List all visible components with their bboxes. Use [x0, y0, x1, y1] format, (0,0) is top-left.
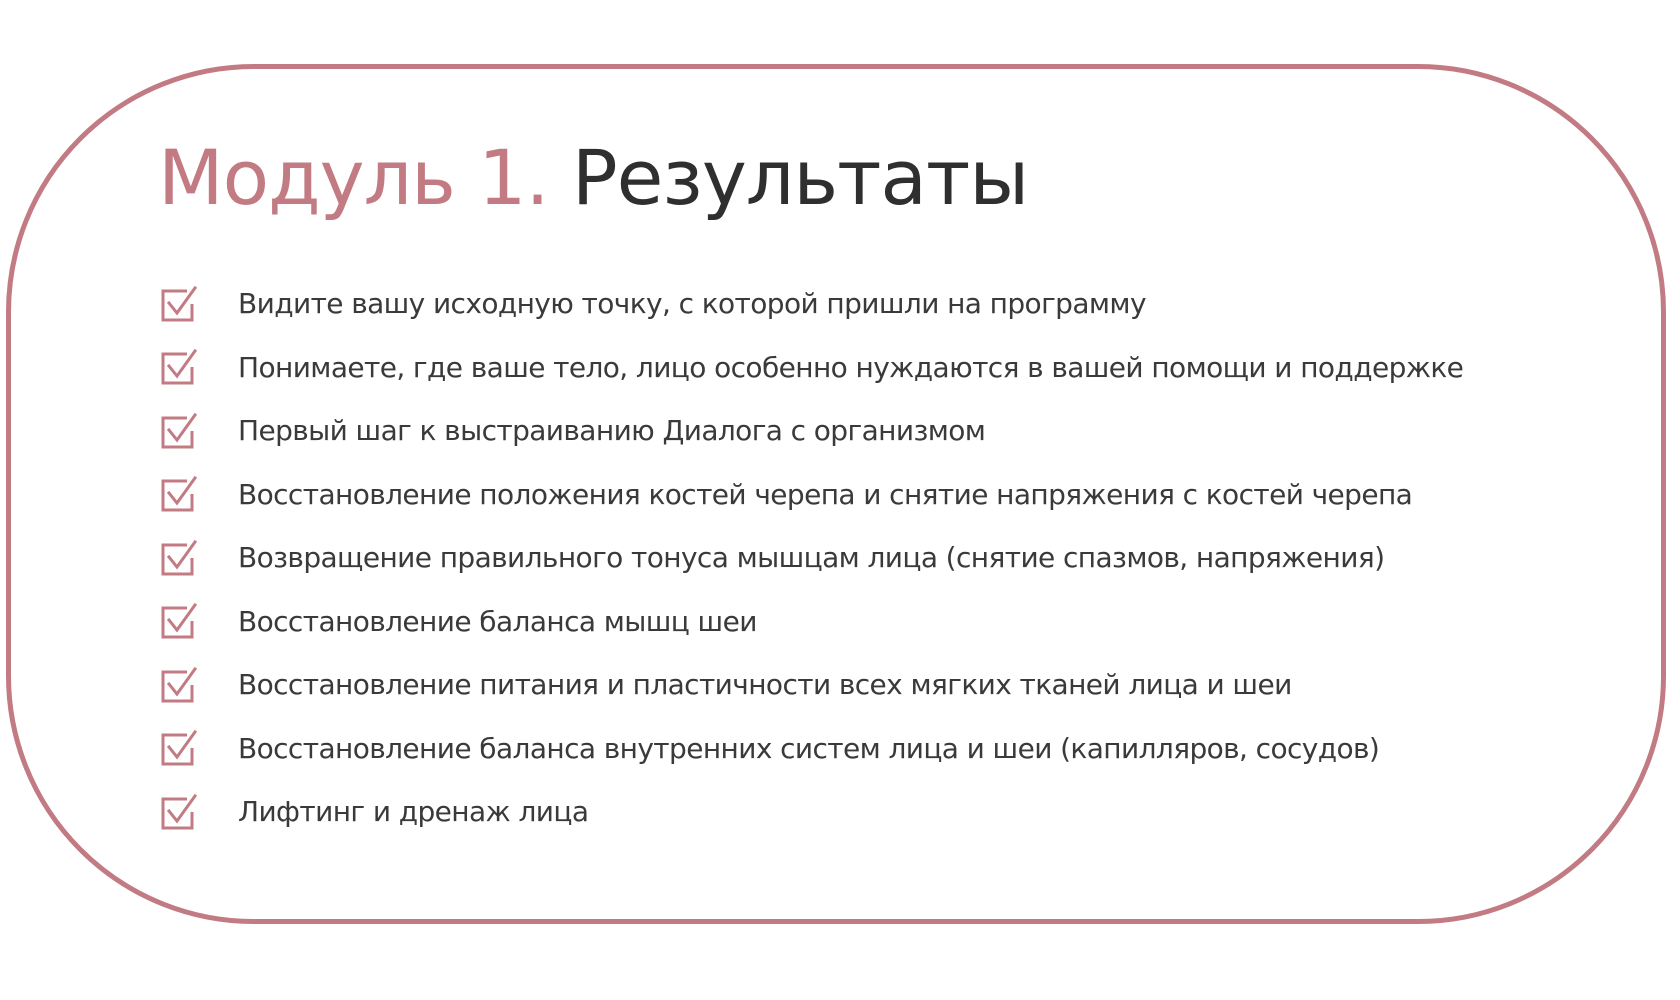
list-item	[160, 463, 1463, 527]
list-item-label: Видите вашу исходную точку, с которой пришли на программу	[238, 287, 1146, 321]
checkbox-checked-icon	[160, 602, 198, 640]
list-item-label: Лифтинг и дренаж лица	[238, 795, 589, 829]
page-title	[158, 133, 1028, 223]
title-module-number: Модуль 1.	[158, 133, 549, 222]
list-item	[160, 526, 1463, 590]
checkbox-checked-icon	[160, 412, 198, 450]
checkbox-checked-icon	[160, 348, 198, 386]
list-item	[160, 653, 1463, 717]
list-item	[160, 336, 1463, 400]
list-item	[160, 717, 1463, 781]
list-item	[160, 780, 1463, 844]
checkbox-checked-icon	[160, 666, 198, 704]
list-item-label: Первый шаг к выстраиванию Диалога с организмом	[238, 414, 986, 448]
list-item	[160, 272, 1463, 336]
list-item-label: Восстановление положения костей черепа и снятие напряжения с костей черепа	[238, 477, 1413, 511]
results-list	[160, 272, 1463, 844]
list-item	[160, 590, 1463, 654]
checkbox-checked-icon	[160, 793, 198, 831]
list-item-label: Восстановление баланса мышц шеи	[238, 604, 757, 638]
checkbox-checked-icon	[160, 475, 198, 513]
checkbox-checked-icon	[160, 729, 198, 767]
checkbox-checked-icon	[160, 285, 198, 323]
list-item-label: Восстановление питания и пластичности всех мягких тканей лица и шеи	[238, 668, 1292, 702]
list-item-label: Восстановление баланса внутренних систем лица и шеи (капилляров, сосудов)	[238, 731, 1380, 765]
title-text: Результаты	[571, 133, 1029, 222]
checkbox-checked-icon	[160, 539, 198, 577]
list-item-label: Возвращение правильного тонуса мышцам лица (снятие спазмов, напряжения)	[238, 541, 1385, 575]
list-item	[160, 399, 1463, 463]
list-item-label: Понимаете, где ваше тело, лицо особенно нуждаются в вашей помощи и поддержке	[238, 350, 1464, 384]
